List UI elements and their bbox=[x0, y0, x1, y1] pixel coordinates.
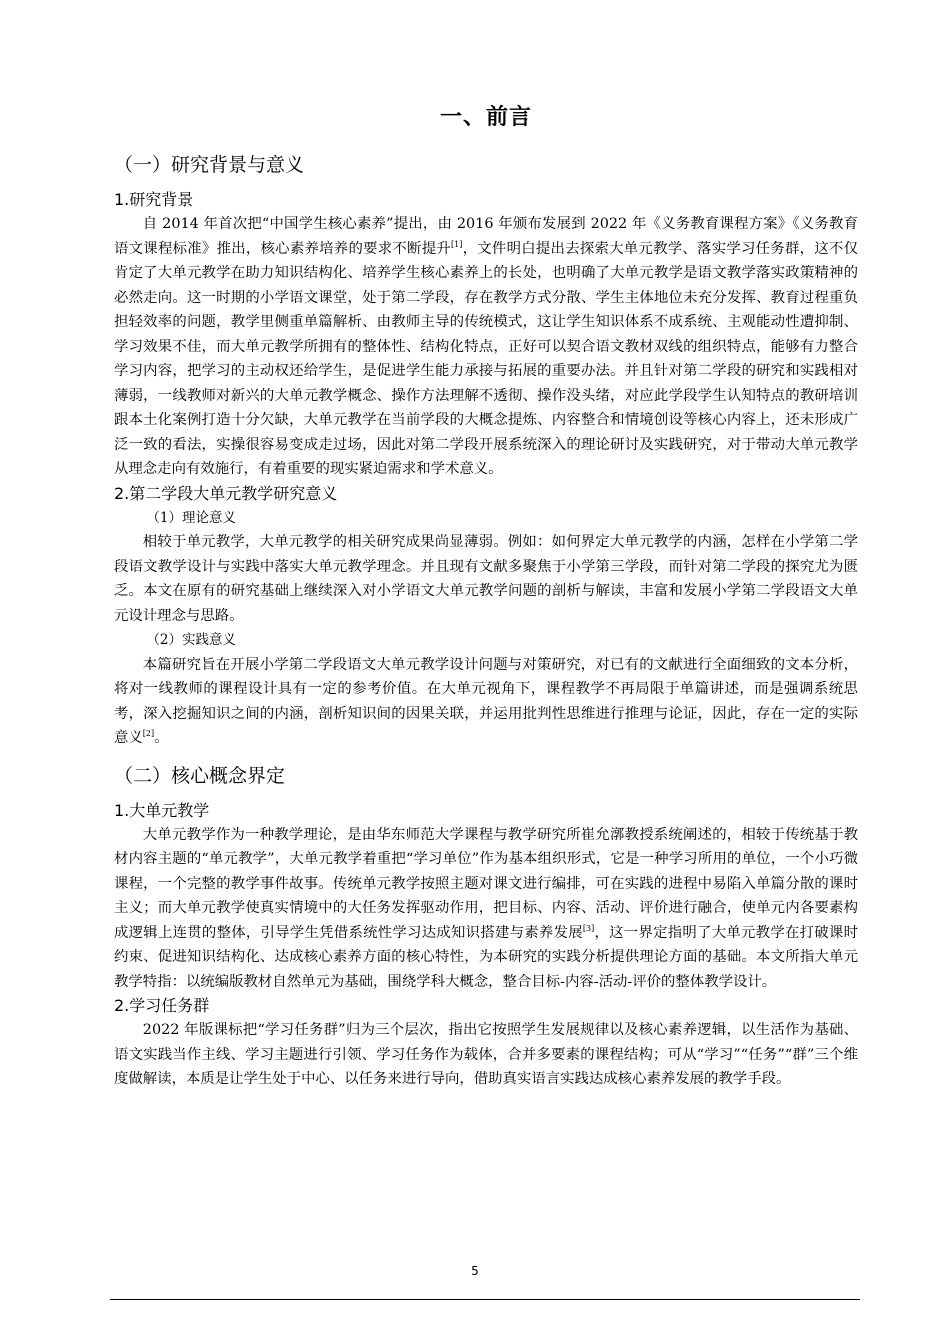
subheading-research-significance: 2.第二学段大单元教学研究意义 bbox=[114, 483, 338, 503]
paragraph-learning-task-group: 2022 年版课标把“学习任务群”归为三个层次，指出它按照学生发展规律以及核心素养逻辑，以生活作为基础、语文实践当作主线、学习主题进行引领、学习任务作为载体，合并多要素的课程结构；可从“学习”“任务”“群”三个维度做解读，本质是让学生处于中心、以任务来进行导向，借助真实语言实践达成核心素养发展的教学手段。 bbox=[114, 1022, 858, 1087]
paragraph-theory-significance: 相较于单元教学，大单元教学的相关研究成果尚显薄弱。例如：如何界定大单元教学的内涵，怎样在小学第二学段语文教学设计与实践中落实大单元教学理念。并且现有文献多聚焦于小学第三学段，而针对第二学段的探究尤为匮乏。本文在原有的研究基础上继续深入对小学语文大单元教学问题的剖析与解读，丰富和发展小学第二学段语文大单元设计理念与思路。 bbox=[114, 534, 858, 624]
paragraph-research-background bbox=[114, 212, 858, 482]
paragraph-big-unit-teaching bbox=[114, 823, 858, 995]
text-run: ，文件明白提出去探索大单元教学、落实学习任务群，这不仅肯定了大单元教学在助力知识结构化、培养学生核心素养上的长处，也明确了大单元教学是语文教学落实政策精神的必然走向。这一时期的小学语文课堂，处于第二学段，存在教学方式分散、学生主体地位未充分发挥、教育过程重负担轻效率的问题，教学里侧重单篇解析、由教师主导的传统模式，这让学生知识体系不成系统、主观能动性遭抑制、学习效果不佳，而大单元教学所拥有的整体性、结构化特点，正好可以契合语文教材双线的组织特点，能够有力整合学习内容，把学习的主动权还给学生，是促进学生能力承接与拓展的重要办法。并且针对第二学段的研究和实践相对薄弱，一线教师对新兴的大单元教学概念、操作方法理解不透彻、操作没头绪，对应此学段学生认知特点的教研培训跟本土化案例打造十分欠缺，大单元教学在当前学段的大概念提炼、内容整合和情境创设等核心内容上，还未形成广泛一致的看法，实操很容易变成走过场，因此对第二学段开展系统深入的理论研讨及实践研究，对于带动大单元教学从理念走向有效施行，有着重要的现实紧迫需求和学术意义。 bbox=[114, 240, 858, 477]
citation-1: [1] bbox=[451, 239, 463, 249]
page-content bbox=[114, 102, 858, 1092]
text-run: 本篇研究旨在开展小学第二学段语文大单元教学设计问题与对策研究，对已有的文献进行全面细致的文本分析，将对一线教师的课程设计具有一定的参考价值。在大单元视角下，课程教学不再局限于单篇讲述，而是强调系统思考，深入挖掘知识之间的内涵，剖析知识间的因果关联，并运用批判性思维进行推理与论证，因此，存在一定的实际意义 bbox=[114, 656, 858, 746]
footer-divider bbox=[110, 1299, 860, 1300]
label-practice-significance: （2）实践意义 bbox=[146, 632, 236, 648]
label-theory-significance: （1）理论意义 bbox=[146, 509, 236, 526]
paragraph-practice-significance bbox=[114, 653, 858, 751]
text-run: 自 2014 年首次把“中国学生核心素养”提出，由 2016 年颁布发展到 2022 年《义务教育课程方案》《义务教育语文课程标准》推出，核心素养培养的要求不断提升 bbox=[114, 216, 858, 257]
citation-2: [2] bbox=[142, 729, 155, 738]
page-number: 5 bbox=[471, 1264, 479, 1278]
subheading-research-background: 1.研究背景 bbox=[114, 190, 194, 209]
subheading-big-unit-teaching: 1.大单元教学 bbox=[114, 800, 210, 820]
text-run: 。 bbox=[154, 730, 169, 746]
text-run: 大单元教学作为一种教学理论，是由华东师范大学课程与教学研究所崔允漷教授系统阐述的，相较于传统基于教材内容主题的“单元教学”，大单元教学着重把“学习单位”作为基本组织形式，它是一种学习所用的单位，一个小巧微课程，一个完整的教学事件故事。传统单元教学按照主题对课文进行编排，可在实践的进程中易陷入单篇分散的课时主义；而大单元教学使真实情境中的大任务发挥驱动作用，把目标、内容、活动、评价进行融合，使单元内各要素构成逻辑上连贯的整体，引导学生凭借系统性学习达成知识搭建与素养发展 bbox=[114, 826, 858, 941]
page-title: 一、前言 bbox=[439, 105, 532, 130]
subheading-learning-task-group: 2.学习任务群 bbox=[114, 996, 210, 1015]
text-run: ，这一界定指明了大单元教学在打破课时约束、促进知识结构化、达成核心素养方面的核心特性，为本研究的实践分析提供理论方面的基础。本文所指大单元教学特指：以统编版教材自然单元为基础，围绕学科大概念，整合目标-内容-活动-评价的整体教学设计。 bbox=[114, 924, 858, 990]
citation-3: [3] bbox=[582, 923, 595, 933]
section-heading-background: （一）研究背景与意义 bbox=[114, 154, 305, 176]
section-heading-core-concepts: （二）核心概念界定 bbox=[114, 764, 286, 787]
